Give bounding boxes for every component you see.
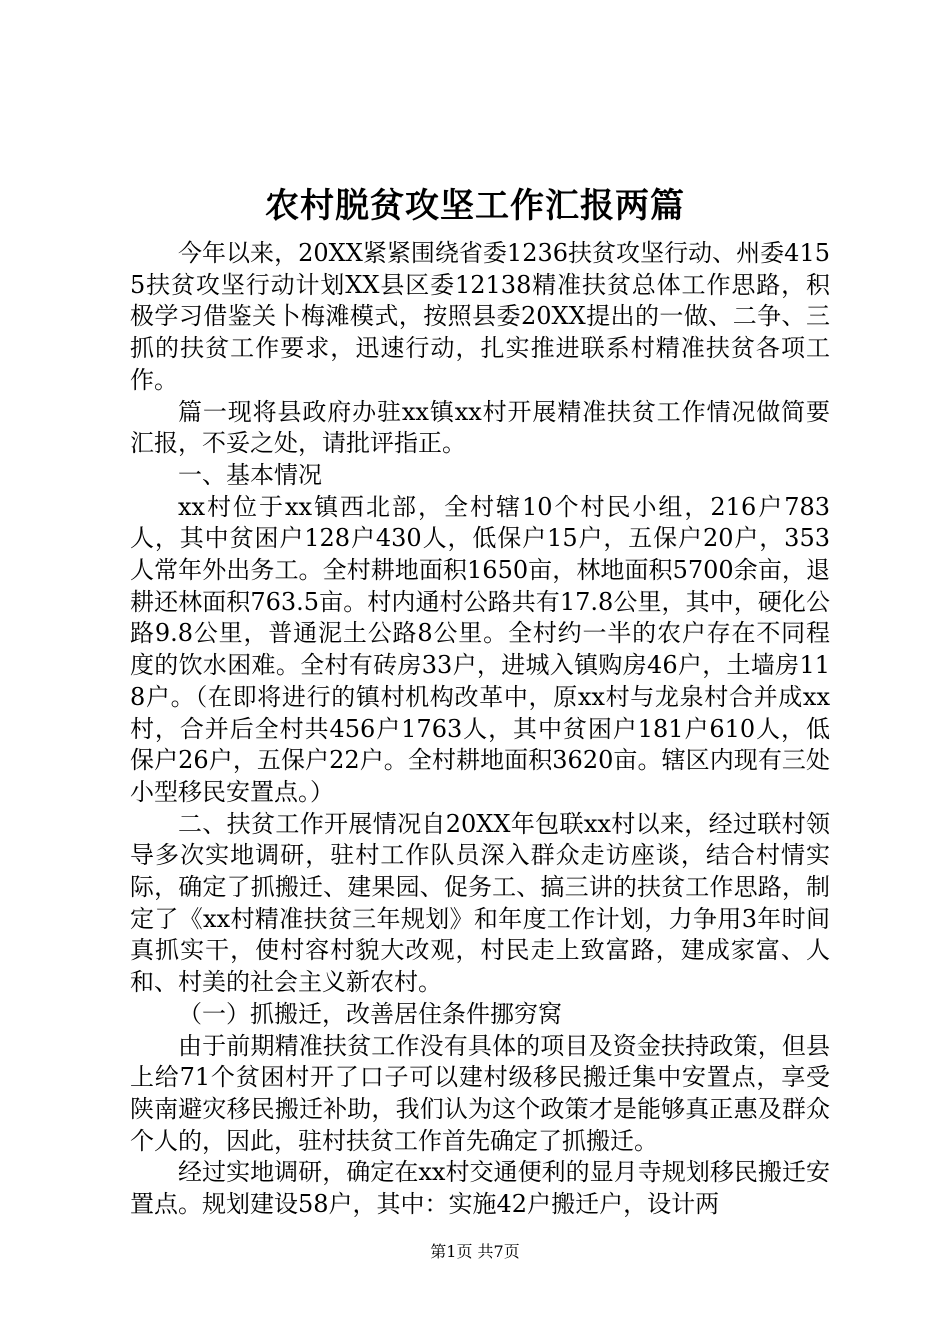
- paragraph-relocation-policy: 由于前期精准扶贫工作没有具体的项目及资金扶持政策，但县上给71个贫困村开了口子可以建村级移民搬迁集中安置点，享受陕南避灾移民搬迁补助，我们认为这个政策才是能够真正惠及群众个人的，因此，驻村扶贫工作首先确定了抓搬迁。: [130, 1031, 830, 1155]
- paragraph-relocation-plan: 经过实地调研，确定在xx村交通便利的显月寺规划移民搬迁安置点。规划建设58户，其中：实施42户搬迁户，设计两: [130, 1158, 830, 1219]
- subsection-heading-relocation: （一）抓搬迁，改善居住条件挪穷窝: [178, 999, 562, 1028]
- section-heading-basic-situation: 一、基本情况: [178, 460, 322, 489]
- page-number-footer: 第1页 共7页: [430, 1242, 520, 1261]
- paragraph-report-intro: 篇一现将县政府办驻xx镇xx村开展精准扶贫工作情况做简要汇报，不妥之处，请批评指正。: [130, 397, 830, 458]
- document-body: [130, 238, 830, 1221]
- document-title: 农村脱贫攻坚工作汇报两篇: [265, 186, 685, 226]
- paragraph-village-overview: xx村位于xx镇西北部，全村辖10个村民小组，216户783人，其中贫困户128户430人，低保户15户，五保户20户，353人常年外出务工。全村耕地面积1650亩，林地面积5700余亩，退耕还林面积763.5亩。村内通村公路共有17.8公里，其中，硬化公路9.8公里，普通泥土公路8公里。全村约一半的农户存在不同程度的饮水困难。全村有砖房33户，进城入镇购房46户，土墙房118户。（在即将进行的镇村机构改革中，原xx村与龙泉村合并成xx村，合并后全村共456户1763人，其中贫困户181户610人，低保户26户，五保户22户。全村耕地面积3620亩。辖区内现有三处小型移民安置点。）: [130, 492, 830, 806]
- paragraph-work-progress: 二、扶贫工作开展情况自20XX年包联xx村以来，经过联村领导多次实地调研，驻村工作队员深入群众走访座谈，结合村情实际，确定了抓搬迁、建果园、促务工、搞三讲的扶贫工作思路，制定了《xx村精准扶贫三年规划》和年度工作计划，力争用3年时间真抓实干，使村容村貌大改观，村民走上致富路，建成家富、人和、村美的社会主义新农村。: [130, 809, 830, 997]
- paragraph-intro: 今年以来，20XX紧紧围绕省委1236扶贫攻坚行动、州委4155扶贫攻坚行动计划XX县区委12138精准扶贫总体工作思路，积极学习借鉴关卜梅滩模式，按照县委20XX提出的一做、二争、三抓的扶贫工作要求，迅速行动，扎实推进联系村精准扶贫各项工作。: [130, 239, 830, 394]
